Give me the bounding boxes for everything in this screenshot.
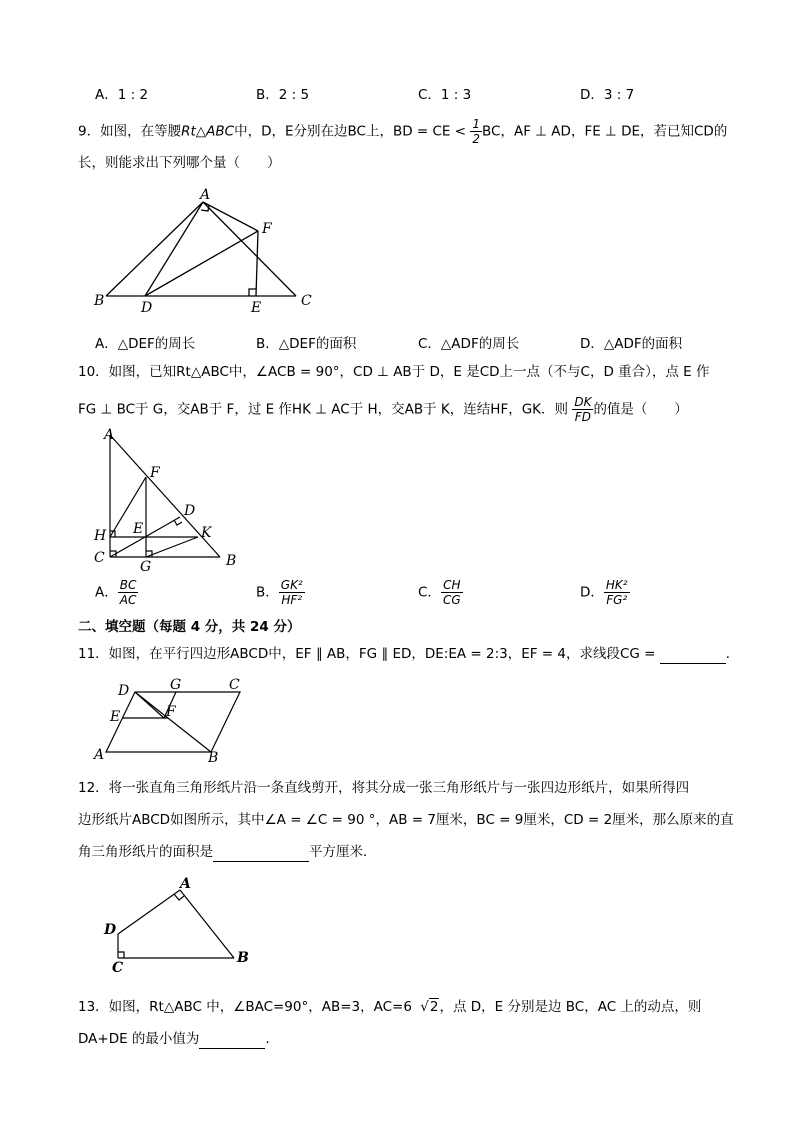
q10-option-a-num: BC bbox=[119, 578, 137, 592]
q9-option-a: A．△DEF的周长 bbox=[95, 336, 196, 352]
q9-label-b: B bbox=[94, 293, 105, 309]
q10-label-f: F bbox=[150, 465, 160, 481]
q9-option-c: C．△ADF的周长 bbox=[418, 336, 520, 352]
q9-seg-ac bbox=[203, 202, 296, 296]
q10-seg-gk bbox=[146, 537, 198, 557]
q9-fraction bbox=[470, 117, 482, 146]
q10-option-d-num: HK² bbox=[605, 578, 628, 592]
q9-line1-mid: 中，D，E分别在边BC上，BD = CE < bbox=[234, 123, 467, 140]
q11-end: ． bbox=[725, 646, 740, 662]
q12-label-b: B bbox=[237, 950, 249, 966]
q9-rt: Rt△ABC bbox=[181, 123, 235, 140]
q9-line1-end: BC，AF ⊥ AD，FE ⊥ DE，若已知CD的 bbox=[482, 123, 728, 140]
q9-label-a: A bbox=[200, 187, 211, 203]
q9-option-b: B．△DEF的面积 bbox=[256, 336, 357, 352]
q10-line2-start: FG ⊥ BC于 G，交AB于 F，过 E 作HK ⊥ AC于 H，交AB于 K，连结HF，GK．则 bbox=[78, 401, 569, 418]
q8-option-d: D．3 : 7 bbox=[580, 87, 635, 103]
q9-right-angle-a bbox=[201, 205, 209, 211]
q13-line1-end: ，点 D，E 分别是边 BC，AC 上的动点，则 bbox=[439, 999, 702, 1015]
q10-option-b-num: GK² bbox=[280, 578, 303, 592]
q10-label-a: A bbox=[104, 427, 115, 443]
q13-answer-blank[interactable] bbox=[199, 1032, 265, 1049]
q9-option-d: D．△ADF的面积 bbox=[580, 336, 683, 352]
q11-seg-df bbox=[135, 692, 164, 718]
q12-line2: 边形纸片ABCD如图所示，其中∠A = ∠C = 90 °，AB = 7厘米，BC = 9厘米，CD = 2厘米，那么原来的直 bbox=[78, 812, 734, 828]
q10-label-c: C bbox=[94, 550, 105, 566]
q12-right-angle-c bbox=[118, 952, 124, 958]
q10-option-b-den: HF² bbox=[281, 593, 303, 607]
section-heading: 二、填空题（每题 4 分，共 24 分） bbox=[78, 619, 301, 635]
q11-label-a: A bbox=[94, 747, 105, 763]
q10-option-d-prefix: D． bbox=[580, 584, 604, 601]
q13-line1 bbox=[78, 997, 701, 1017]
q11-label-c: C bbox=[229, 677, 240, 693]
q10-line2 bbox=[78, 395, 688, 424]
q10-line1: 10．如图，已知Rt△ABC中，∠ACB = 90°，CD ⊥ AB于 D，E 是CD上一点（不与C，D 重合），点 E 作 bbox=[78, 364, 710, 380]
q10-option-c-prefix: C． bbox=[418, 584, 441, 601]
q11-answer-blank[interactable] bbox=[660, 647, 726, 664]
q9-frac-den: 2 bbox=[472, 132, 481, 146]
q9-label-c: C bbox=[301, 293, 312, 309]
q9-line1-start: 9．如图，在等腰 bbox=[78, 123, 182, 140]
q12-line3-start: 角三角形纸片的面积是 bbox=[78, 844, 213, 860]
q11-line bbox=[78, 644, 739, 664]
q10-label-k: K bbox=[201, 525, 212, 541]
q9-line2: 长，则能求出下列哪个量（ ） bbox=[78, 155, 281, 171]
q9-seg-af bbox=[203, 202, 258, 231]
q10-option-c-den: CG bbox=[442, 593, 461, 607]
q10-option-b bbox=[256, 578, 305, 607]
q10-option-c-frac bbox=[441, 578, 463, 607]
q10-option-d bbox=[580, 578, 630, 607]
q12-line3-end: 平方厘米． bbox=[309, 844, 377, 860]
q9-right-angle-e bbox=[249, 289, 256, 296]
q11-text: 11．如图，在平行四边形ABCD中，EF ∥ AB，FG ∥ ED，DE:EA = 2:3，EF = 4，求线段CG = bbox=[78, 646, 656, 662]
q11-label-g: G bbox=[170, 677, 182, 693]
q8-option-c: C．1 : 3 bbox=[418, 87, 472, 103]
q13-sqrt bbox=[420, 997, 439, 1017]
q10-label-b: B bbox=[226, 553, 237, 569]
q13-line2-start: DA+DE 的最小值为 bbox=[78, 1031, 200, 1047]
q13-line1-start: 13．如图，Rt△ABC 中，∠BAC=90°，AB=3，AC=6 bbox=[78, 999, 412, 1015]
q11-figure bbox=[88, 674, 258, 764]
q10-option-a-frac bbox=[118, 578, 139, 607]
q11-label-d: D bbox=[118, 683, 130, 699]
q12-line1: 12．将一张直角三角形纸片沿一条直线剪开，将其分成一张三角形纸片与一张四边形纸片，如果所得四 bbox=[78, 780, 690, 796]
q9-label-e: E bbox=[251, 300, 262, 315]
q10-option-b-frac bbox=[279, 578, 305, 607]
q10-figure bbox=[88, 425, 248, 575]
q8-option-a: A．1 : 2 bbox=[95, 87, 149, 103]
q10-option-d-frac bbox=[604, 578, 630, 607]
q10-option-c-num: CH bbox=[441, 578, 463, 593]
q10-line2-end: 的值是（ ） bbox=[593, 401, 688, 418]
q10-label-g: G bbox=[140, 559, 152, 575]
q13-sqrt-value: 2 bbox=[429, 999, 439, 1015]
q12-right-angle-a bbox=[174, 894, 184, 900]
q12-label-c: C bbox=[112, 960, 124, 972]
q11-label-f: F bbox=[166, 704, 176, 720]
q11-label-e: E bbox=[110, 709, 121, 725]
q9-seg-ab bbox=[106, 202, 203, 296]
q9-label-d: D bbox=[141, 300, 153, 315]
q9-seg-fe bbox=[256, 231, 258, 296]
q10-label-d: D bbox=[184, 503, 196, 519]
q13-line2 bbox=[78, 1029, 270, 1049]
q8-option-b: B．2 : 5 bbox=[256, 87, 310, 103]
q11-seg-db bbox=[135, 692, 211, 752]
q10-option-a bbox=[95, 578, 138, 607]
q10-frac-den: FD bbox=[574, 410, 591, 424]
q9-line1 bbox=[78, 117, 727, 146]
q10-option-a-den: AC bbox=[119, 593, 137, 607]
q11-label-b: B bbox=[208, 750, 219, 764]
q9-label-f: F bbox=[262, 221, 272, 237]
q10-option-a-prefix: A． bbox=[95, 584, 118, 601]
q12-label-d: D bbox=[104, 922, 117, 938]
q10-option-b-prefix: B． bbox=[256, 584, 279, 601]
q9-frac-num: 1 bbox=[472, 117, 481, 131]
q12-seg-ab bbox=[180, 890, 234, 958]
q10-option-d-den: FG² bbox=[606, 593, 628, 607]
q12-label-a: A bbox=[180, 876, 191, 892]
q10-frac-num: DK bbox=[574, 395, 592, 409]
q10-right-angle-d bbox=[174, 520, 182, 525]
q9-figure bbox=[88, 185, 328, 315]
q12-answer-blank[interactable] bbox=[213, 845, 309, 862]
q12-seg-da bbox=[118, 890, 180, 934]
q9-seg-df bbox=[145, 231, 258, 296]
q10-option-c bbox=[418, 578, 463, 607]
q12-figure bbox=[98, 872, 258, 972]
q10-label-h: H bbox=[94, 528, 107, 544]
q10-label-e: E bbox=[133, 521, 144, 537]
sqrt-icon: √ bbox=[420, 999, 429, 1015]
q13-line2-end: . bbox=[265, 1031, 270, 1047]
q12-line3 bbox=[78, 842, 377, 862]
q10-fraction bbox=[572, 395, 593, 424]
